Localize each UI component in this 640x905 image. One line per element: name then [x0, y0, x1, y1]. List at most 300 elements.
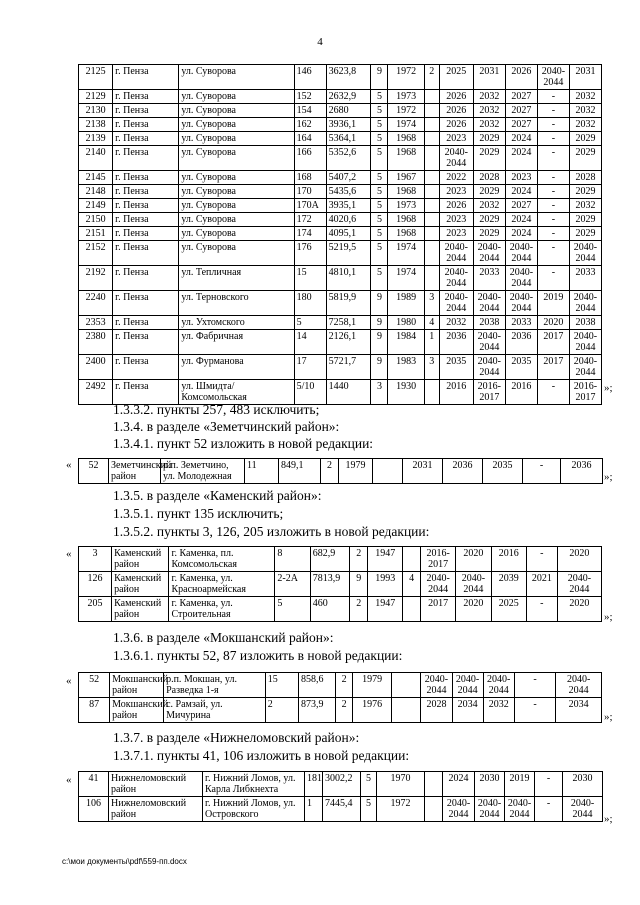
table-cell: 2024 [505, 227, 537, 241]
quote-open-zemet: « [66, 459, 72, 471]
table-cell: 2040-2044 [456, 572, 491, 597]
table-cell: г. Каменка, пл. Комсомольская [169, 547, 275, 572]
table-cell: 1974 [388, 266, 424, 291]
table-cell: - [537, 104, 569, 118]
table-cell: 5407,2 [326, 171, 371, 185]
table-cell [424, 132, 439, 146]
table-cell: 1930 [388, 380, 424, 405]
table-cell: 2019 [537, 291, 569, 316]
table-cell: 2139 [79, 132, 113, 146]
table-cell: 2023 [439, 132, 473, 146]
table-cell: 858,6 [298, 673, 335, 698]
table-cell: 1968 [388, 146, 424, 171]
table-cell [392, 698, 421, 723]
table-cell: 2040-2044 [439, 266, 473, 291]
table-cell: 2040-2044 [569, 241, 601, 266]
table-cell: 2035 [439, 355, 473, 380]
table-cell: 2031 [473, 65, 505, 90]
table-cell: г. Каменка, ул. Красноармейская [169, 572, 275, 597]
table-cell: 9 [371, 316, 388, 330]
table-cell: 2035 [483, 459, 523, 484]
table-cell: 2150 [79, 213, 113, 227]
table-cell: 7445,4 [323, 797, 361, 822]
quote-close-main: »; [604, 382, 613, 394]
table-cell: 4095,1 [326, 227, 371, 241]
table-cell: 5 [371, 132, 388, 146]
table-cell: 1974 [388, 241, 424, 266]
table-cell: Каменский район [112, 572, 169, 597]
table-cell: 2040-2044 [505, 266, 537, 291]
zemetchinsky-table [78, 458, 603, 484]
table-cell: г. Пенза [113, 355, 179, 380]
table-cell: 2033 [505, 316, 537, 330]
table-cell: 5 [371, 213, 388, 227]
table-row [79, 316, 602, 330]
table-cell: 2023 [505, 171, 537, 185]
table-cell: г. Каменка, ул. Строительная [169, 597, 275, 622]
table-cell: 1972 [377, 797, 425, 822]
table-cell [424, 171, 439, 185]
table-cell: 2353 [79, 316, 113, 330]
table-cell: 154 [294, 104, 326, 118]
paragraph-6: 1.3.5.2. пункты 3, 126, 205 изложить в новой редакции: [113, 524, 430, 539]
table-cell: ул. Суворова [179, 146, 294, 171]
table-cell: 5 [371, 199, 388, 213]
table-cell: 2 [336, 698, 353, 723]
table-cell: 2020 [537, 316, 569, 330]
table-cell: 2040-2044 [556, 673, 602, 698]
table-cell: г. Пенза [113, 199, 179, 213]
table-cell: 15 [265, 673, 298, 698]
table-cell: 4810,1 [326, 266, 371, 291]
table-cell: 2040-2044 [569, 355, 601, 380]
nizhnelomovsky-table [78, 771, 603, 822]
table-cell: 15 [294, 266, 326, 291]
table-cell: 2017 [537, 330, 569, 355]
table-cell: 2016-2017 [569, 380, 601, 405]
paragraph-8: 1.3.6.1. пункты 52, 87 изложить в новой редакции: [113, 648, 403, 663]
table-row [79, 90, 602, 104]
table-cell: - [537, 185, 569, 199]
table-cell [424, 241, 439, 266]
table-cell: 2040-2044 [569, 291, 601, 316]
table-cell: 2024 [505, 146, 537, 171]
table-row [79, 199, 602, 213]
table-cell: ул. Суворова [179, 185, 294, 199]
table-cell: 3936,1 [326, 118, 371, 132]
paragraph-5: 1.3.5.1. пункт 135 исключить; [113, 506, 284, 521]
table-cell: 2020 [557, 547, 601, 572]
table-cell: - [514, 673, 556, 698]
table-cell: 2022 [439, 171, 473, 185]
table-row [79, 597, 602, 622]
table-cell [424, 213, 439, 227]
table-cell: 2040-2044 [439, 146, 473, 171]
table-cell: 1979 [339, 459, 373, 484]
table-cell: 52 [79, 459, 109, 484]
table-cell: 3 [371, 380, 388, 405]
table-cell: 2017 [537, 355, 569, 380]
table-cell: 9 [371, 65, 388, 90]
table-cell: 2030 [563, 772, 603, 797]
table-cell: 2125 [79, 65, 113, 90]
file-path-footer: c:\мои документы\pdf\559-пп.docx [62, 857, 187, 866]
table-cell: 2145 [79, 171, 113, 185]
table-cell: - [537, 266, 569, 291]
table-cell: 2130 [79, 104, 113, 118]
table-cell: 2029 [569, 146, 601, 171]
table-cell: 2138 [79, 118, 113, 132]
table-cell: 5 [361, 797, 377, 822]
table-cell: р.п. Земетчино, ул. Молодежная [161, 459, 245, 484]
table-cell: 5 [371, 171, 388, 185]
table-cell: 2029 [473, 227, 505, 241]
table-row [79, 185, 602, 199]
table-cell: 2023 [439, 213, 473, 227]
table-cell: 5 [371, 146, 388, 171]
table-cell: 1993 [368, 572, 403, 597]
table-cell: - [537, 213, 569, 227]
table-cell: 2038 [569, 316, 601, 330]
table-cell: 2036 [505, 330, 537, 355]
table-cell: г. Пенза [113, 171, 179, 185]
table-cell: 126 [79, 572, 112, 597]
table-cell: 2036 [443, 459, 483, 484]
table-cell: 1976 [352, 698, 391, 723]
table-cell: 2040-2044 [443, 797, 475, 822]
table-cell [392, 673, 421, 698]
table-cell: 5 [371, 227, 388, 241]
table-cell: 1947 [368, 547, 403, 572]
table-cell: 9 [371, 291, 388, 316]
table-row [79, 118, 602, 132]
table-cell: 2492 [79, 380, 113, 405]
table-cell: 5 [371, 104, 388, 118]
paragraph-10: 1.3.7.1. пункты 41, 106 изложить в новой редакции: [113, 748, 410, 763]
table-cell: 3002,2 [323, 772, 361, 797]
table-cell: Каменский район [112, 547, 169, 572]
table-cell: 1968 [388, 132, 424, 146]
table-cell: 2035 [505, 355, 537, 380]
table-cell [425, 772, 443, 797]
table-cell: 1980 [388, 316, 424, 330]
table-cell: 180 [294, 291, 326, 316]
table-cell: 41 [79, 772, 109, 797]
table-cell: 2032 [473, 118, 505, 132]
table-cell: 2032 [569, 199, 601, 213]
table-cell: г. Пенза [113, 316, 179, 330]
quote-close-kamen: »; [604, 611, 613, 623]
table-row [79, 797, 603, 822]
table-cell: г. Пенза [113, 330, 179, 355]
table-cell: 2028 [569, 171, 601, 185]
table-cell: 52 [79, 673, 110, 698]
table-cell: ул. Суворова [179, 227, 294, 241]
table-cell: 2148 [79, 185, 113, 199]
table-cell: 164 [294, 132, 326, 146]
table-row [79, 213, 602, 227]
table-row [79, 104, 602, 118]
table-cell: 2040-2044 [439, 241, 473, 266]
table-cell: 2034 [556, 698, 602, 723]
table-cell: 2126,1 [326, 330, 371, 355]
table-cell: 170А [294, 199, 326, 213]
table-cell: 2632,9 [326, 90, 371, 104]
table-cell: ул. Тепличная [179, 266, 294, 291]
table-row [79, 572, 602, 597]
table-cell: 1968 [388, 227, 424, 241]
table-cell: 172 [294, 213, 326, 227]
table-cell: 176 [294, 241, 326, 266]
table-cell: ул. Терновского [179, 291, 294, 316]
table-cell: 2016-2017 [473, 380, 505, 405]
table-cell: 2152 [79, 241, 113, 266]
table-cell: 2032 [569, 104, 601, 118]
table-cell: 2030 [475, 772, 505, 797]
table-cell: г. Нижний Ломов, ул. Карла Либкнехта [203, 772, 305, 797]
table-row [79, 547, 602, 572]
table-cell: 1 [424, 330, 439, 355]
table-cell: ул. Фабричная [179, 330, 294, 355]
table-cell: 5819,9 [326, 291, 371, 316]
table-cell: 2 [336, 673, 353, 698]
table-cell: - [537, 90, 569, 104]
table-cell: ул. Суворова [179, 241, 294, 266]
table-cell: 2031 [569, 65, 601, 90]
quote-close-zemet: »; [604, 471, 613, 483]
table-cell: 2033 [569, 266, 601, 291]
table-cell: 2151 [79, 227, 113, 241]
table-cell: 2036 [439, 330, 473, 355]
table-cell: 2029 [473, 132, 505, 146]
table-cell: Каменский район [112, 597, 169, 622]
table-cell: 2016 [439, 380, 473, 405]
table-cell: 2192 [79, 266, 113, 291]
table-cell: 2240 [79, 291, 113, 316]
table-cell: 2024 [505, 213, 537, 227]
table-cell: ул. Суворова [179, 199, 294, 213]
table-cell: 3623,8 [326, 65, 371, 90]
table-cell: 4 [424, 316, 439, 330]
table-cell: 7258,1 [326, 316, 371, 330]
table-cell: 3 [79, 547, 112, 572]
table-cell: 1973 [388, 90, 424, 104]
table-cell: 2016-2017 [420, 547, 455, 572]
table-cell: - [523, 459, 561, 484]
table-cell: 2040-2044 [537, 65, 569, 90]
table-cell: ул. Суворова [179, 213, 294, 227]
table-cell: 3 [424, 291, 439, 316]
table-cell: 2040-2044 [421, 673, 452, 698]
table-cell: г. Пенза [113, 213, 179, 227]
table-cell: 2040-2044 [473, 330, 505, 355]
table-cell: 5 [294, 316, 326, 330]
table-cell: 5/10 [294, 380, 326, 405]
table-cell: 2023 [439, 227, 473, 241]
table-cell: 5 [371, 118, 388, 132]
table-cell: 2016 [505, 380, 537, 405]
table-cell: 2032 [569, 118, 601, 132]
table-row [79, 772, 603, 797]
table-cell: 5 [275, 597, 310, 622]
table-cell: 2026 [439, 104, 473, 118]
table-cell: 162 [294, 118, 326, 132]
table-cell: 2026 [439, 199, 473, 213]
table-cell: 2031 [403, 459, 443, 484]
table-cell: 2025 [439, 65, 473, 90]
table-cell: 146 [294, 65, 326, 90]
table-row [79, 241, 602, 266]
table-cell: 2 [350, 597, 368, 622]
table-cell: Мокшанский район [110, 673, 164, 698]
table-cell: 1440 [326, 380, 371, 405]
table-cell: 9 [371, 330, 388, 355]
table-cell: ул. Суворова [179, 132, 294, 146]
table-cell: 2380 [79, 330, 113, 355]
table-cell: 2 [424, 65, 439, 90]
table-cell: 5364,1 [326, 132, 371, 146]
table-cell: 168 [294, 171, 326, 185]
quote-open-kamen: « [66, 548, 72, 560]
table-cell: 460 [310, 597, 350, 622]
table-cell: 2040-2044 [483, 673, 514, 698]
table-cell: 873,9 [298, 698, 335, 723]
table-cell: 2020 [456, 597, 491, 622]
table-cell: 3 [424, 355, 439, 380]
table-cell: г. Пенза [113, 241, 179, 266]
table-row [79, 65, 602, 90]
table-row [79, 673, 602, 698]
table-cell: 2032 [439, 316, 473, 330]
table-row [79, 380, 602, 405]
table-cell [425, 797, 443, 822]
table-cell: 1983 [388, 355, 424, 380]
table-row [79, 355, 602, 380]
quote-close-moksh: »; [604, 711, 613, 723]
quote-open-moksh: « [66, 675, 72, 687]
table-cell: ул. Ухтомского [179, 316, 294, 330]
table-cell: 2019 [505, 772, 535, 797]
table-row [79, 698, 602, 723]
table-cell: 1 [305, 797, 323, 822]
table-cell: 2026 [439, 90, 473, 104]
table-cell: 2 [321, 459, 339, 484]
table-cell: 2016 [491, 547, 526, 572]
table-cell: - [535, 772, 563, 797]
table-cell: г. Пенза [113, 146, 179, 171]
table-cell: 2029 [473, 185, 505, 199]
table-row [79, 266, 602, 291]
table-cell: 2032 [483, 698, 514, 723]
table-cell [424, 266, 439, 291]
table-cell: 1970 [377, 772, 425, 797]
table-cell: 3935,1 [326, 199, 371, 213]
table-cell: - [537, 227, 569, 241]
table-cell [424, 104, 439, 118]
table-cell: г. Пенза [113, 104, 179, 118]
table-cell: 2020 [456, 547, 491, 572]
table-cell: 5 [371, 266, 388, 291]
table-cell: 106 [79, 797, 109, 822]
paragraph-2: 1.3.4. в разделе «Земетчинский район»: [113, 419, 340, 434]
table-cell: 5219,5 [326, 241, 371, 266]
table-cell [424, 199, 439, 213]
table-cell: г. Пенза [113, 185, 179, 199]
table-cell: 2029 [569, 213, 601, 227]
table-cell: ул. Суворова [179, 90, 294, 104]
table-cell: 152 [294, 90, 326, 104]
table-row [79, 459, 603, 484]
table-cell: 166 [294, 146, 326, 171]
table-cell: 2032 [473, 199, 505, 213]
table-cell: ул. Суворова [179, 104, 294, 118]
table-cell: 181 [305, 772, 323, 797]
table-cell: г. Нижний Ломов, ул. Островского [203, 797, 305, 822]
table-cell: ул. Шмидта/Комсомольская [179, 380, 294, 405]
table-cell: 2039 [491, 572, 526, 597]
table-cell: 11 [245, 459, 279, 484]
table-cell: 2140 [79, 146, 113, 171]
table-row [79, 330, 602, 355]
table-cell: 5 [371, 241, 388, 266]
table-cell: 682,9 [310, 547, 350, 572]
table-cell: 1979 [352, 673, 391, 698]
table-cell: 1989 [388, 291, 424, 316]
table-cell: 8 [275, 547, 310, 572]
table-cell: 2024 [505, 132, 537, 146]
table-cell: г. Пенза [113, 291, 179, 316]
table-cell: 17 [294, 355, 326, 380]
table-cell: 2036 [561, 459, 603, 484]
table-cell: 2040-2044 [473, 291, 505, 316]
table-cell: 2040-2044 [505, 291, 537, 316]
table-row [79, 132, 602, 146]
table-cell: Нижнеломовский район [109, 772, 203, 797]
table-cell: 2032 [473, 104, 505, 118]
table-cell: г. Пенза [113, 90, 179, 104]
table-cell: 5435,6 [326, 185, 371, 199]
table-cell: 2033 [473, 266, 505, 291]
table-cell: - [537, 241, 569, 266]
table-cell: 2029 [473, 146, 505, 171]
table-cell [424, 118, 439, 132]
table-cell [424, 146, 439, 171]
table-row [79, 171, 602, 185]
table-cell: 5 [361, 772, 377, 797]
table-cell: 2027 [505, 104, 537, 118]
table-cell: 9 [371, 355, 388, 380]
quote-close-nizhn: »; [604, 813, 613, 825]
table-cell: г. Пенза [113, 65, 179, 90]
table-cell: 1972 [388, 65, 424, 90]
table-cell: 2029 [473, 213, 505, 227]
table-cell: 2026 [439, 118, 473, 132]
table-cell: 2029 [569, 132, 601, 146]
table-cell: 2026 [505, 65, 537, 90]
table-cell: ул. Фурманова [179, 355, 294, 380]
table-row [79, 227, 602, 241]
table-cell: - [526, 597, 557, 622]
table-cell: 1947 [368, 597, 403, 622]
table-cell: 2 [350, 547, 368, 572]
table-cell: ул. Суворова [179, 118, 294, 132]
table-cell: 2034 [452, 698, 483, 723]
table-cell: 2-2А [275, 572, 310, 597]
table-cell: 2040-2044 [439, 291, 473, 316]
table-cell: 2024 [505, 185, 537, 199]
table-cell: 2027 [505, 118, 537, 132]
table-cell: - [537, 380, 569, 405]
